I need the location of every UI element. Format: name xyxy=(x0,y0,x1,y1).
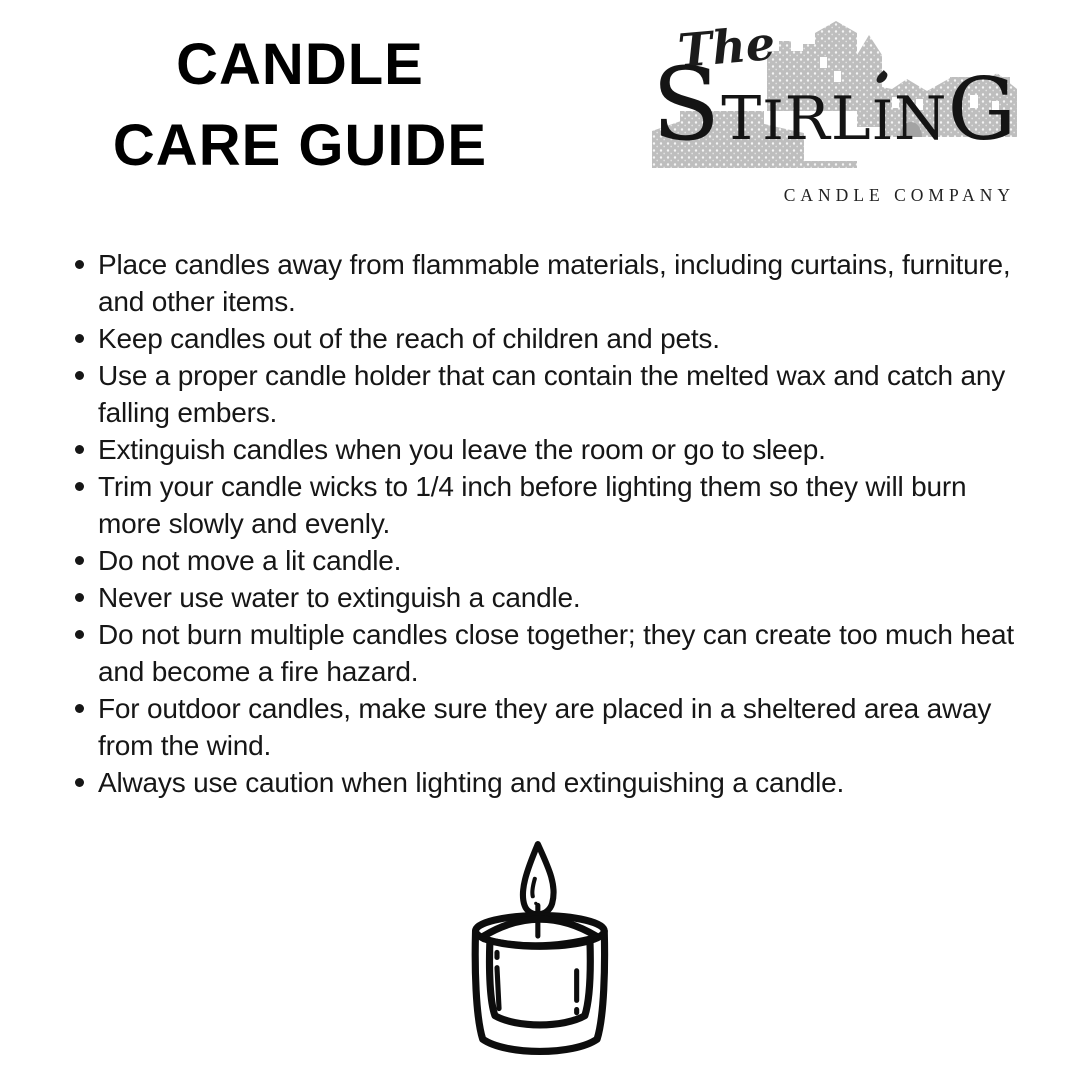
tip-item: Place candles away from flammable materials, including curtains, furniture, and other items. xyxy=(68,246,1022,320)
logo-letter: G xyxy=(947,60,1018,160)
title-line-2: CARE GUIDE xyxy=(112,113,488,178)
logo-prefix: The xyxy=(675,15,778,79)
logo-subtitle: CANDLE COMPANY xyxy=(783,185,1015,205)
tip-item: Always use caution when lighting and extinguishing a candle. xyxy=(68,764,1022,801)
logo-letter-with-flame-icon: I xyxy=(872,87,894,155)
tip-item: Do not move a lit candle. xyxy=(68,542,1022,579)
logo-letter: I xyxy=(762,89,785,152)
logo-letter: S xyxy=(651,46,722,163)
logo-letter: N xyxy=(894,84,948,154)
tip-item: Do not burn multiple candles close together; they can create too much heat and become a fire hazard. xyxy=(68,616,1022,690)
page-title xyxy=(88,24,512,186)
title-line-1: CANDLE xyxy=(176,32,424,97)
tip-item: For outdoor candles, make sure they are placed in a sheltered area away from the wind. xyxy=(68,690,1022,764)
tip-item: Extinguish candles when you leave the room or go to sleep. xyxy=(68,431,1022,468)
tip-item: Trim your candle wicks to 1/4 inch before lighting them so they will burn more slowly and evenly. xyxy=(68,468,1022,542)
logo-wordmark xyxy=(652,42,1017,172)
tip-item: Keep candles out of the reach of children and pets. xyxy=(68,320,1022,357)
tip-item: Use a proper candle holder that can contain the melted wax and catch any falling embers. xyxy=(68,357,1022,431)
tip-item: Never use water to extinguish a candle. xyxy=(68,579,1022,616)
logo-letter: R xyxy=(784,84,831,154)
care-tips-list xyxy=(68,246,1022,801)
logo-letter: T xyxy=(721,84,763,154)
logo-letter: L xyxy=(830,84,872,154)
candle-icon xyxy=(432,838,658,1078)
stirling-candle-company-logo xyxy=(652,14,1017,206)
